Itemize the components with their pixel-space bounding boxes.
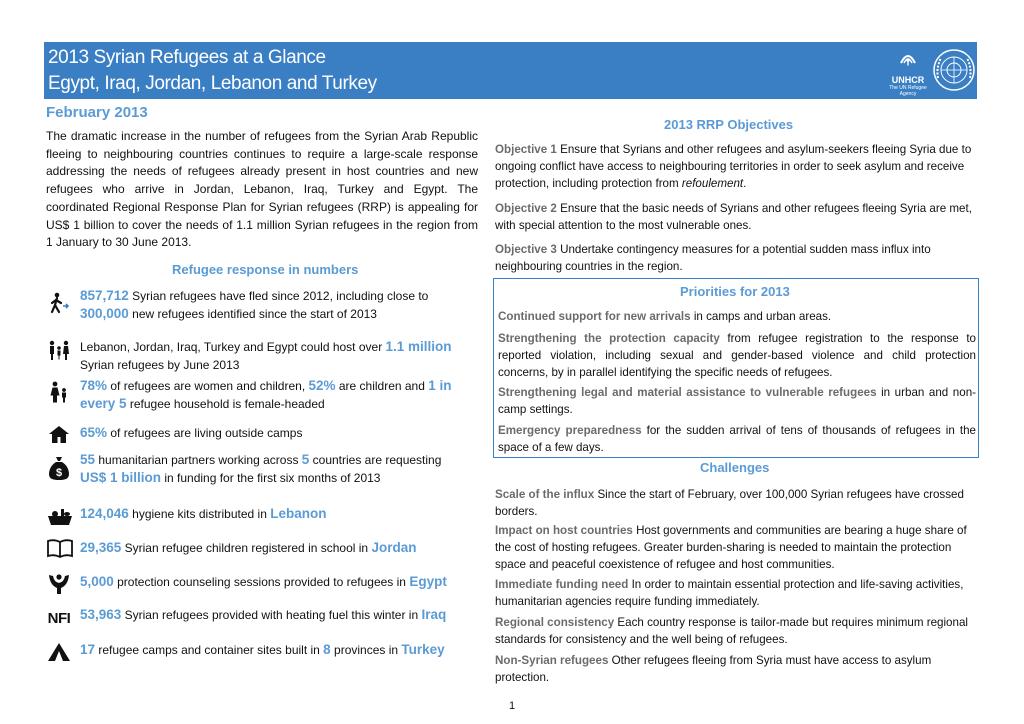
- stat-text: [80, 606, 480, 624]
- stat-text: [80, 287, 480, 323]
- objective-text: Ensure that the basic needs of Syrians and other refugees fleeing Syria are met, with special attention to the most vulnerable ones.: [495, 202, 972, 232]
- stat-highlight: 5: [301, 452, 310, 467]
- stat-highlight: Egypt: [409, 574, 447, 589]
- objective-text: Undertake contingency measures for a potential sudden mass influx into neighbouring countries in the region.: [495, 243, 931, 273]
- challenge-label: Non-Syrian refugees: [495, 654, 609, 667]
- walking-person-icon: [46, 292, 72, 319]
- page-subtitle: Egypt, Iraq, Jordan, Lebanon and Turkey: [48, 73, 377, 94]
- header-banner: [44, 42, 977, 99]
- challenge-item: [495, 522, 977, 573]
- stat-text-part: provinces in: [330, 643, 402, 657]
- unhcr-tagline: The UN Refugee Agency: [889, 85, 927, 97]
- challenge-item: [495, 486, 977, 520]
- challenge-label: Scale of the influx: [495, 488, 595, 501]
- mother-child-icon: [46, 380, 72, 409]
- stat-highlight: Jordan: [371, 540, 417, 555]
- objective-label: Objective 1: [495, 143, 557, 156]
- svg-text:$: $: [55, 467, 63, 479]
- stat-highlight: 29,365: [80, 540, 122, 555]
- challenge-text: In order to maintain essential protection and life-saving activities, humanitarian agencies require funding immediately.: [495, 578, 964, 608]
- objective-italic-term: refoulement: [681, 177, 744, 190]
- stat-text: [80, 505, 480, 523]
- priority-label: Strengthening the protection capacity: [498, 332, 720, 345]
- stat-highlight: 52%: [308, 378, 336, 393]
- stat-highlight: every 5: [80, 396, 127, 411]
- stat-text-part: of refugees are living outside camps: [107, 426, 303, 440]
- nfi-icon: NFI: [47, 610, 71, 627]
- stat-item: [46, 287, 478, 327]
- stat-highlight: 65%: [80, 425, 108, 440]
- protection-icon: [46, 571, 72, 600]
- stat-highlight: US$ 1 billion: [80, 470, 162, 485]
- stat-highlight: 857,712: [80, 288, 129, 303]
- stat-highlight: 17: [80, 642, 96, 657]
- stat-highlight: 1.1 million: [385, 339, 452, 354]
- challenge-item: [495, 576, 977, 610]
- priority-item: [498, 330, 976, 381]
- stat-text-part: in funding for the first six months of 2013: [161, 471, 381, 485]
- stat-text-part: Lebanon, Jordan, Iraq, Turkey and Egypt could host over: [80, 340, 386, 354]
- un-emblem-icon: [932, 48, 976, 92]
- unhcr-logo: [886, 45, 930, 95]
- priority-label: Emergency preparedness: [498, 424, 642, 437]
- page-title: 2013 Syrian Refugees at a Glance: [48, 47, 326, 68]
- stat-text-part: Syrian refugee children registered in school in: [121, 541, 372, 555]
- challenge-text: Since the start of February, over 100,000 Syrian refugees have crossed borders.: [495, 488, 964, 518]
- stat-item: [46, 641, 478, 681]
- stat-text: [80, 539, 480, 557]
- priority-label: Continued support for new arrivals: [498, 310, 691, 323]
- page-number: 1: [509, 700, 516, 712]
- stat-highlight: Turkey: [401, 642, 445, 657]
- priority-item: [498, 384, 976, 418]
- priority-text: for the sudden arrival of tens of thousands of refugees in the space of a few days.: [498, 424, 976, 454]
- objective-1: [495, 141, 977, 192]
- objective-period: .: [743, 177, 747, 190]
- priority-text: from refugee registration to the response to reported violation, including sexual and gender-based violence and child protection concerns, by in parallel identifying the specific needs of refugees.: [498, 332, 976, 379]
- tent-icon: [46, 641, 72, 668]
- stat-text-part: are children and: [335, 379, 429, 393]
- family-icon: [46, 339, 72, 366]
- stat-text: [80, 377, 480, 413]
- priority-item: [498, 308, 976, 325]
- stat-highlight: 8: [323, 642, 331, 657]
- objective-text: Ensure that Syrians and other refugees and asylum-seekers fleeing Syria due to ongoing conflict have access to neighbouring territories in order to seek asylum and receive protection, including protection from: [495, 143, 972, 190]
- intro-paragraph: The dramatic increase in the number of refugees from the Syrian Arab Republic fleeing to neighbouring countries continues to require a large-scale response addressing the needs of refugees already present in host countries and new refugees who arrive in Jordan, Lebanon, Iraq, Turkey and Egypt. The coordinated Regional Response Plan for Syrian refugees (RRP) is appealing for US$ 1 billion to cover the needs of 1.1 million Syrian refugees in the region from 1 January to 30 June 2013.: [46, 129, 478, 250]
- challenge-label: Impact on host countries: [495, 524, 633, 537]
- challenge-text: Host governments and communities are bearing a huge share of the cost of hosting refugees. Greater burden-sharing is needed to maintain the protection space and peaceful coexistence of refugee and host communities.: [495, 524, 967, 571]
- response-section-title: Refugee response in numbers: [172, 262, 359, 277]
- stat-highlight: 1 in: [428, 378, 452, 393]
- stat-text-part: Syrian refugees have fled since 2012, including close to: [128, 289, 429, 303]
- challenge-item: [495, 614, 977, 648]
- stat-highlight: 300,000: [80, 306, 129, 321]
- stat-text-part: refugee household is female-headed: [126, 397, 325, 411]
- priority-label: Strengthening legal and material assistance to vulnerable refugees: [498, 386, 877, 399]
- priorities-title: Priorities for 2013: [680, 284, 790, 299]
- money-bag-icon: [46, 455, 72, 486]
- stat-text-part: of refugees are women and children,: [107, 379, 309, 393]
- challenge-label: Regional consistency: [495, 616, 615, 629]
- priority-text: in camps and urban areas.: [690, 310, 832, 323]
- challenge-item: [495, 652, 977, 686]
- priority-text: in urban and non-camp settings.: [498, 386, 977, 416]
- stat-text-part: protection counseling sessions provided to refugees in: [113, 575, 410, 589]
- stat-text-part: hygiene kits distributed in: [128, 507, 271, 521]
- challenges-title: Challenges: [700, 460, 770, 475]
- objective-label: Objective 3: [495, 243, 557, 256]
- stat-text-part: Syrian refugees provided with heating fuel this winter in: [121, 608, 422, 622]
- challenge-text: Each country response is tailor-made but requires minimum regional standards for consistency and the well being of refugees.: [495, 616, 968, 646]
- hygiene-kit-icon: [46, 506, 72, 533]
- stat-item: [46, 377, 478, 417]
- stat-item: [46, 606, 478, 646]
- objective-label: Objective 2: [495, 202, 557, 215]
- stat-text-part: humanitarian partners working across: [95, 453, 302, 467]
- stat-highlight: 78%: [80, 378, 108, 393]
- stat-text: [80, 424, 480, 442]
- stat-item: [46, 338, 478, 378]
- unhcr-emblem-icon: [897, 47, 919, 69]
- stat-highlight: 5,000: [80, 574, 114, 589]
- stat-item: [46, 451, 478, 491]
- book-icon: [46, 538, 72, 563]
- challenge-label: Immediate funding need: [495, 578, 629, 591]
- stat-text-part: new refugees identified since the start of 2013: [128, 307, 377, 321]
- stat-highlight: Iraq: [421, 607, 447, 622]
- stat-highlight: 55: [80, 452, 96, 467]
- stat-text: [80, 641, 480, 659]
- house-icon: [46, 424, 72, 449]
- report-month: February 2013: [46, 104, 148, 121]
- stat-text: [80, 338, 480, 374]
- priority-item: [498, 422, 976, 456]
- stat-highlight: 53,963: [80, 607, 122, 622]
- stat-highlight: 124,046: [80, 506, 129, 521]
- stat-text-part: countries are requesting: [309, 453, 442, 467]
- stat-text: [80, 573, 480, 591]
- objectives-title: 2013 RRP Objectives: [664, 117, 794, 132]
- stat-text-part: refugee camps and container sites built in: [95, 643, 324, 657]
- objective-2: [495, 200, 977, 234]
- stat-text: [80, 451, 480, 487]
- stat-highlight: Lebanon: [270, 506, 327, 521]
- unhcr-wordmark: UNHCR: [891, 75, 925, 85]
- objective-3: [495, 241, 977, 275]
- challenge-text: Other refugees fleeing from Syria must have access to asylum protection.: [495, 654, 932, 684]
- stat-text-part: Syrian refugees by June 2013: [80, 358, 240, 372]
